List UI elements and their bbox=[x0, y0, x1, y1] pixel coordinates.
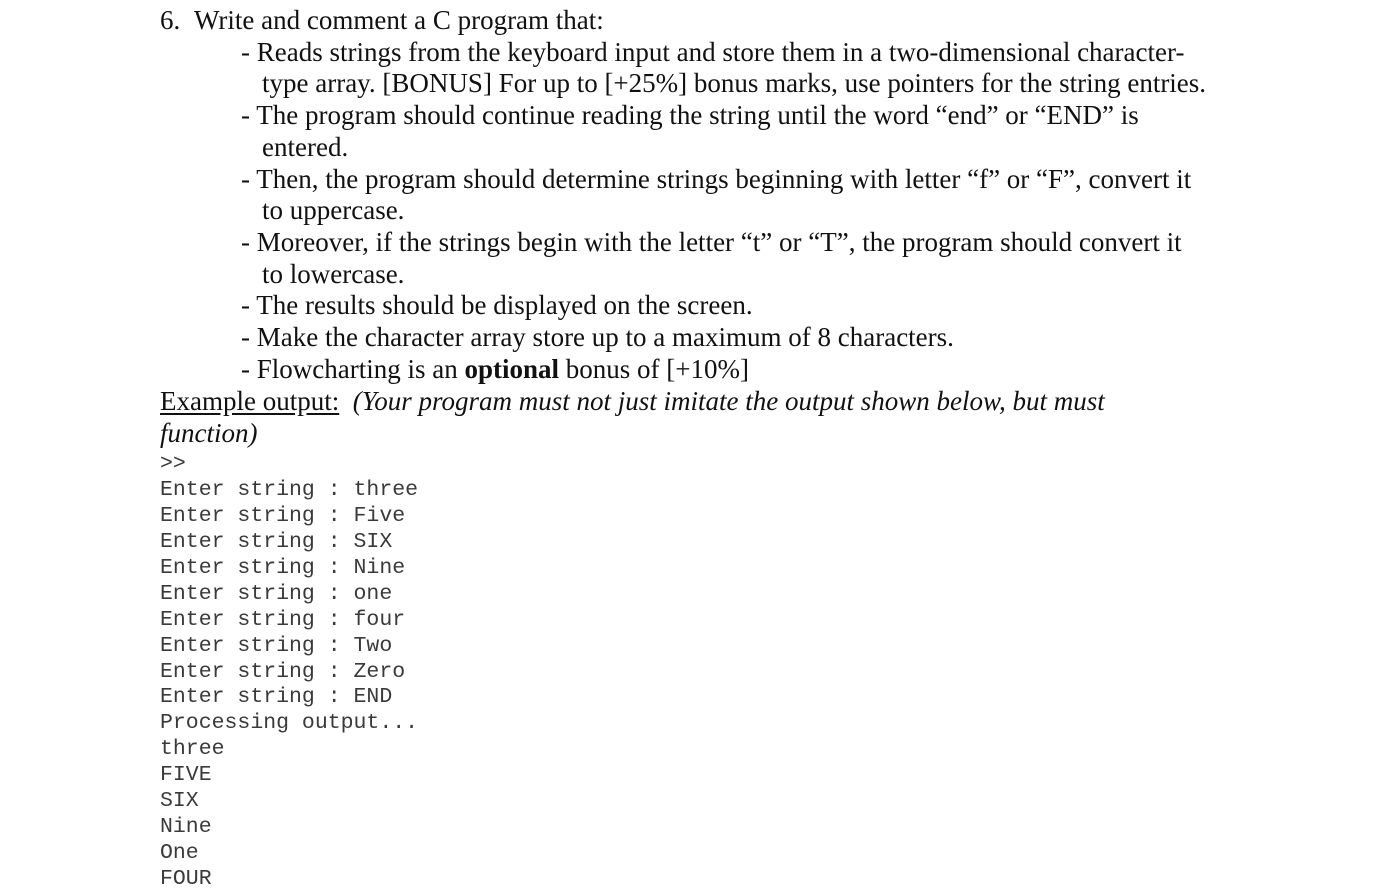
requirement-text bbox=[241, 354, 1206, 386]
requirements-list bbox=[241, 37, 1206, 386]
requirement-text-segment: - Moreover, if the strings begin with the letter “t” or “T”, the program should convert it bbox=[241, 226, 1182, 257]
requirement-item bbox=[241, 164, 1206, 227]
terminal-line: three bbox=[160, 737, 225, 762]
terminal-line: Enter string : four bbox=[160, 607, 406, 632]
question-heading: Write and comment a C program that: bbox=[194, 5, 604, 35]
example-line-1 bbox=[160, 386, 1105, 418]
terminal-line: One bbox=[160, 841, 199, 866]
requirement-continuation: to uppercase. bbox=[262, 195, 405, 226]
terminal-line: FIVE bbox=[160, 763, 212, 788]
terminal-line: Enter string : Nine bbox=[160, 555, 406, 580]
requirement-text-segment: - Then, the program should determine strings beginning with letter “f” or “F”, convert it bbox=[241, 163, 1192, 194]
requirement-text bbox=[241, 322, 1206, 354]
terminal-line: >> bbox=[160, 452, 186, 476]
example-note: (Your program must not just imitate the output shown below, but must bbox=[352, 386, 1105, 416]
requirement-text bbox=[241, 227, 1206, 259]
requirement-text-segment: - Flowcharting is an bbox=[241, 353, 465, 384]
requirement-item bbox=[241, 290, 1206, 322]
requirement-continuation: to lowercase. bbox=[262, 258, 405, 289]
requirement-text bbox=[241, 37, 1206, 69]
example-note-continuation: function) bbox=[160, 417, 258, 448]
terminal-line: Enter string : SIX bbox=[160, 529, 393, 554]
terminal-line: Enter string : END bbox=[160, 685, 393, 710]
terminal-line: Enter string : Zero bbox=[160, 659, 406, 684]
requirement-text bbox=[241, 290, 1206, 322]
requirement-continuation: entered. bbox=[262, 131, 349, 162]
question-heading-line bbox=[160, 5, 1206, 37]
terminal-line: FOUR bbox=[160, 867, 212, 891]
terminal-line: Enter string : Five bbox=[160, 503, 406, 528]
requirement-item bbox=[241, 354, 1206, 386]
question-block bbox=[160, 5, 1206, 385]
requirement-continuation: type array. [BONUS] For up to [+25%] bonus marks, use pointers for the string entries. bbox=[262, 68, 1207, 99]
example-block bbox=[160, 386, 1105, 449]
terminal-line: SIX bbox=[160, 789, 199, 814]
example-line-2 bbox=[160, 418, 1105, 450]
terminal-output bbox=[160, 452, 418, 893]
requirement-text-segment: - Reads strings from the keyboard input and store them in a two-dimensional character- bbox=[241, 36, 1185, 67]
requirement-text-segment: - Make the character array store up to a maximum of 8 characters. bbox=[241, 322, 954, 353]
terminal-line: Processing output... bbox=[160, 711, 419, 736]
requirement-text-segment: - The program should continue reading the string until the word “end” or “END” is bbox=[241, 100, 1139, 131]
question-number: 6. bbox=[160, 5, 181, 35]
terminal-line: Enter string : Two bbox=[160, 633, 393, 658]
emphasis-text: optional bbox=[464, 353, 559, 384]
requirement-text bbox=[241, 100, 1206, 132]
terminal-line: Enter string : three bbox=[160, 477, 419, 502]
terminal-line: Nine bbox=[160, 815, 212, 840]
requirement-item bbox=[241, 100, 1206, 163]
requirement-text bbox=[241, 164, 1206, 196]
example-output-label: Example output: bbox=[160, 386, 340, 416]
terminal-line: Enter string : one bbox=[160, 581, 393, 606]
requirement-text-segment: - The results should be displayed on the screen. bbox=[241, 290, 753, 321]
requirement-item bbox=[241, 37, 1206, 100]
requirement-item bbox=[241, 322, 1206, 354]
requirement-item bbox=[241, 227, 1206, 290]
requirement-text-segment: bonus of [+10%] bbox=[559, 353, 749, 384]
